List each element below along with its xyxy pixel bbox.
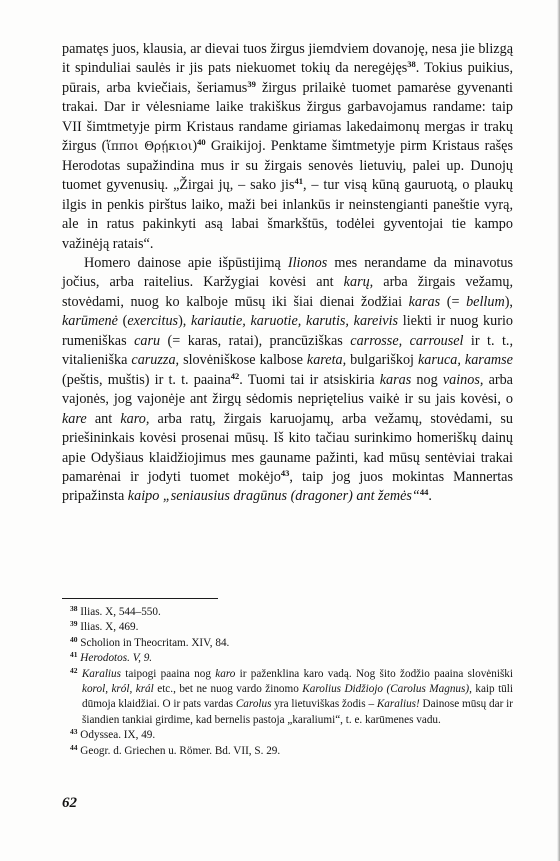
paragraph-1 (62, 40, 513, 254)
text-run: arba vajonės, jog vajonėje ant žirgų sėdomis nepriętelius vaikė ir su jais kovėsi, o (62, 371, 513, 408)
footnote-ref-39: 39 (247, 78, 256, 89)
footnote-42 (62, 667, 513, 729)
footnote-divider (62, 598, 218, 599)
italic-term: karo, (120, 410, 150, 427)
footnote-ref-40: 40 (197, 137, 206, 148)
footnote-text: Ilias. X, 544–550. (80, 606, 161, 618)
italic-term: caruzza, (131, 352, 180, 369)
text-run: ), (504, 293, 513, 310)
text-run: taipogi paaina nog (120, 667, 216, 680)
text-run: pamatęs juos, klausia, ar dievai tuos žirgus jiemdviem dovanoję, nesa jie blizgą it spinduliai saulės ir jis pats niekuomet tokių da neregėjęs (62, 41, 513, 77)
footnote-number: 44 (70, 742, 78, 752)
footnote-text: Geogr. d. Griechen u. Römer. Bd. VII, S. 29. (80, 744, 281, 757)
text-run: (peštis, muštis) ir t. t. paaina (62, 371, 231, 388)
text-run: . (428, 488, 432, 505)
greek-phrase: ἵπποι Θρῄκιοι (106, 139, 193, 154)
text-run: ) (192, 138, 198, 155)
text-run: Graikijoj. Penktame šimtmetyje pirm Kristaus rašęs Herodotas supažindina mus ir su žirgais senovės lietuvių, palei up. Dunojų tuomet gyvenusių. „Žirgai jų, – sako jis (62, 138, 513, 194)
footnote-43 (62, 728, 513, 743)
italic-term: Karalius (81, 667, 121, 680)
text-run: žirgus prilaikė tuomet pamarėse gyvenanti trakai. Dar ir vėlesniame laike trakiškus žirgus garbavojamus randame: taip VII šimtmetyje pirm Kristaus randame giriamas lakedaimonų mergas ir trakų žirgus ( (62, 79, 513, 155)
text-run: arba ratų, žirgais karuojamų, arba vežamų, stovėdami, su priešininkais kovėsi prosenai mūsų. Iš kito tačiau surinkimo homeriškų dainų apie Odyšiaus klaidžiojimus mes gauname pažinti, kad mūsų sentėviai trakai pamarėnai ir jodyti tuomet mokėjo (62, 410, 513, 485)
footnote-38 (62, 605, 513, 620)
footnote-ref-41: 41 (294, 176, 303, 187)
italic-term: kariautie, karuotie, karutis, kareivis (191, 313, 399, 330)
italic-term: exercitus (127, 313, 179, 330)
italic-term: kare (62, 410, 87, 427)
footnote-number: 40 (70, 634, 78, 644)
page-number: 62 (62, 795, 77, 811)
text-run: liekti ir nuog kurio rumeniškas (62, 313, 513, 349)
italic-term: karūmenė (62, 313, 118, 330)
italic-term: bellum (466, 293, 505, 310)
text-run: ( (117, 313, 128, 330)
footnote-ref-42: 42 (230, 370, 240, 381)
text-run: arba žirgais vežamų, stovėdami, nuog ko kalboje mūsų iki šiai dienai žodžiai (62, 274, 513, 310)
text-run: ir t. t., vitalieniška (62, 332, 513, 369)
italic-term: kareta, (306, 352, 347, 369)
italic-term: vainos, (442, 371, 484, 388)
footnote-ref-38: 38 (407, 59, 416, 70)
footnotes (62, 605, 513, 759)
text-run: Dainose mūsų dar ir šiandien tankiai girdime, kad bernelis pastoja „karaliumi“, t. e. karūmenes vadu. (82, 698, 513, 726)
italic-term: karas (408, 293, 441, 310)
footnote-text: Odyssea. IX, 49. (80, 729, 156, 742)
footnote-number: 43 (70, 727, 78, 737)
italic-term: Karalius! (376, 698, 420, 711)
text-run: , – tur visą kūną gauruotą, o plaukų ilgis in penkis pirštus laiko, maži bei inlankūs ir neinstengianti paneštie vyrą, ale in ratus pakinkyti asą labai šmarkštūs, todėlei gyventojai tie kampo važinėją ratais“. (62, 177, 513, 252)
footnote-39 (62, 620, 513, 635)
main-text (62, 40, 513, 507)
italic-quote: kaipo „seniausius dragūnus (dragoner) ant žemės“ (127, 488, 420, 505)
footnote-text: Herodotos. V, 9. (80, 652, 153, 665)
text-run: slovėniškose kalbose (179, 352, 307, 369)
italic-term: Karolius Didžiojo (Carolus Magnus), (302, 683, 472, 696)
text-run: . Tuomi tai ir atsiskiria (239, 371, 380, 388)
text-run: . Tokius puikius, pūrais, arba kviečiais, šeriamus (62, 60, 513, 96)
text-run: ), (178, 313, 192, 330)
text-run: kaip tūli dūmoja klaidžiai. O ir pats vardas (82, 683, 513, 711)
text-run: (= (440, 293, 467, 310)
footnote-44 (62, 744, 513, 759)
text-run: ir paženklina karo vadą. Nog šito žodžio paaina slovėniški (235, 667, 514, 680)
italic-term: karo (215, 667, 236, 680)
text-run: , taip jog juos mokintas Mannertas pripažinsta (62, 468, 513, 505)
italic-term: karas (379, 371, 412, 388)
italic-term: carrosse, carrousel (350, 332, 464, 349)
italic-term: Ilionos (287, 254, 328, 271)
italic-term: Carolus (235, 698, 272, 711)
footnote-number: 42 (70, 665, 78, 675)
text-run: etc., bet ne nuog vardo žinomo (153, 683, 303, 696)
italic-term: korol, król, král (82, 683, 154, 696)
text-run: yra lietuviškas žodis – (271, 698, 377, 711)
footnote-number: 38 (70, 604, 78, 613)
footnote-40 (62, 636, 513, 651)
italic-term: karuca, karamse (417, 352, 513, 369)
text-run: nog (411, 371, 443, 388)
text-run: bulgariškoj (346, 352, 418, 369)
footnote-text: Scholion in Theocritam. XIV, 84. (80, 636, 230, 649)
text-run: (= karas, ratai), prancūziškas (160, 332, 351, 349)
footnote-number: 39 (70, 619, 78, 629)
footnote-text: Ilias. X, 469. (80, 621, 139, 634)
footnote-ref-44: 44 (419, 487, 429, 498)
italic-term: caru (134, 332, 161, 349)
footnote-number: 41 (70, 650, 78, 660)
text-run: Homero dainose apie išpūstijimą (84, 254, 288, 271)
footnote-41 (62, 651, 513, 666)
text-run: mes nerandame da minavotus jočius, arba raitelius. Karžygiai kovėsi ant (62, 254, 513, 291)
text-run: ant (86, 410, 121, 427)
italic-term: karų, (343, 274, 374, 291)
paragraph-2 (62, 254, 513, 507)
footnote-ref-43: 43 (280, 467, 290, 478)
